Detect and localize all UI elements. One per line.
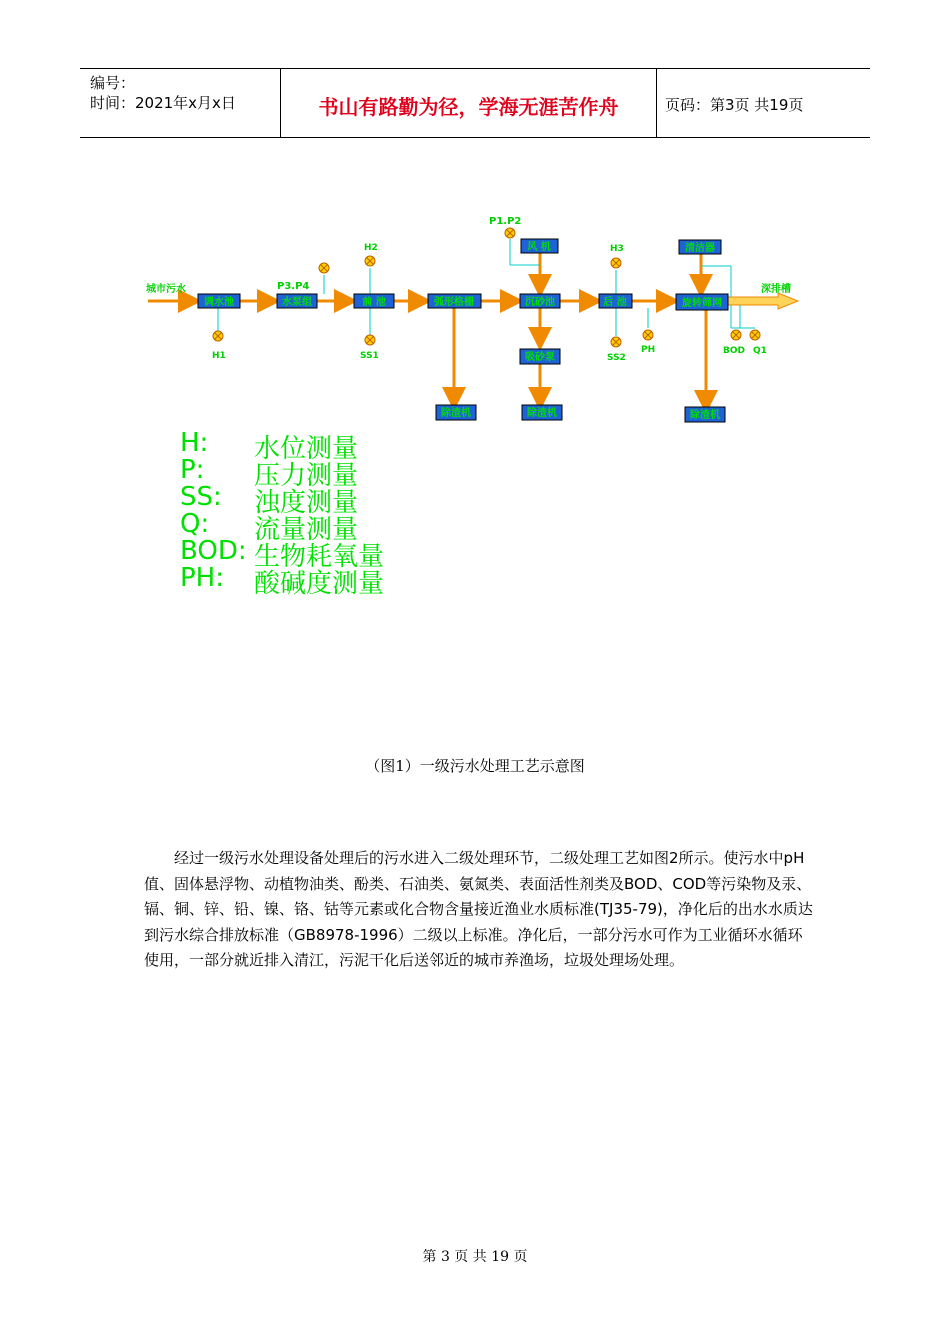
svg-text:风 机: 风 机 [527,242,551,253]
label-ss1: SS1 [360,351,379,361]
label-h3: H3 [610,244,624,254]
svg-text:除渣机: 除渣机 [527,408,557,419]
page-info: 页码：第3页 共19页 [665,96,804,114]
box-xishabeng [520,349,560,364]
label-bod: BOD [723,346,745,356]
box-houchi [599,294,632,308]
page-footer: 第 3 页 共 19 页 [422,1249,528,1265]
svg-text:后 池: 后 池 [603,297,627,308]
label-q1: Q1 [753,346,767,356]
svg-text:前 池: 前 池 [362,297,386,308]
figure-caption: （图1）一级污水处理工艺示意图 [365,757,585,775]
sensor-p34 [319,263,329,273]
svg-text:除渣机: 除渣机 [690,410,720,421]
label-ph: PH [641,345,656,355]
label-ss2: SS2 [607,353,626,363]
legend-key: SS: [180,482,222,512]
body-text [144,846,814,974]
box-fengji [521,239,558,253]
sensor-q1 [750,330,760,340]
svg-text:调水池: 调水池 [204,297,234,308]
sensor-p12 [505,228,515,238]
header-middle-cell [280,69,657,137]
sensor-h1 [213,331,223,341]
label-outflow: 深排槽 [761,284,791,295]
box-qingqingji [679,240,721,254]
box-tiaoshuichi [198,294,240,308]
number-label: 编号： [90,74,136,92]
paragraph: 经过一级污水处理设备处理后的污水进入二级处理环节，二级处理工艺如图2所示。使污水中pH值、固体悬浮物、动植物油类、酚类、石油类、氨氮类、表面活性剂类及BOD、COD等污染物及汞、镉、铜、锌、铅、镍、铬、钴等元素或化合物含量接近渔业水质标准(TJ35-79)，净化后的出水水质达到污水综合排放标准（GB8978-1996）二级以上标准。净化后，一部分污水可作为工业循环水循环使用，一部分就近排入清江，污泥干化后送邻近的城市养渔场，垃圾处理场处理。 [144,849,813,970]
box-shuibengzu [277,294,317,308]
box-qianchi [354,294,394,308]
legend-value: 压力测量 [254,461,359,491]
label-p12: P1.P2 [489,216,522,227]
header-motto: 书山有路勤为径，学海无涯苦作舟 [318,95,619,119]
label-h1: H1 [212,351,226,361]
box-chenshachi [520,294,560,308]
legend-value: 酸碱度测量 [254,569,385,599]
sensor-ss1 [365,335,375,345]
svg-text:水泵组: 水泵组 [282,297,312,308]
svg-text:旋转筛网: 旋转筛网 [682,298,722,309]
svg-text:吸砂泵: 吸砂泵 [525,352,555,363]
time-label: 时间：2021年x月x日 [90,94,236,112]
legend-key: P: [180,455,205,485]
box-chuzhaji-3 [685,407,725,422]
legend-value: 流量测量 [254,515,359,545]
box-chuzhaji-2 [522,405,562,420]
sensor-h3 [611,258,621,268]
sensor-bod [731,330,741,340]
legend-value: 水位测量 [254,434,359,464]
process-diagram [140,210,810,435]
box-xuanzhuanshaiwang [676,294,728,310]
label-inflow: 城市污水 [146,284,186,295]
svg-text:弧形格栅: 弧形格栅 [434,297,474,308]
legend-key: Q: [180,509,210,539]
sensor-ss2 [611,337,621,347]
legend-key: PH: [180,563,224,593]
svg-text:除渣机: 除渣机 [441,408,471,419]
legend-value: 生物耗氧量 [254,542,385,572]
svg-text:沉砂池: 沉砂池 [525,297,555,308]
header-right-cell [657,69,870,137]
outflow-arrow [728,293,798,309]
legend-key: H: [180,428,209,458]
header-left-cell [80,69,280,137]
svg-text:清洁器: 清洁器 [685,243,715,254]
box-huxinggeshan [428,294,481,308]
sensor-h2 [365,256,375,266]
diagram-labels [146,216,791,363]
label-p34: P3.P4 [277,281,310,292]
label-h2: H2 [364,243,378,253]
box-chuzhaji-1 [436,405,476,420]
legend-key: BOD: [180,536,247,566]
legend-value: 浊度测量 [254,488,359,518]
sensor-ph [643,330,653,340]
page-header [80,68,870,138]
